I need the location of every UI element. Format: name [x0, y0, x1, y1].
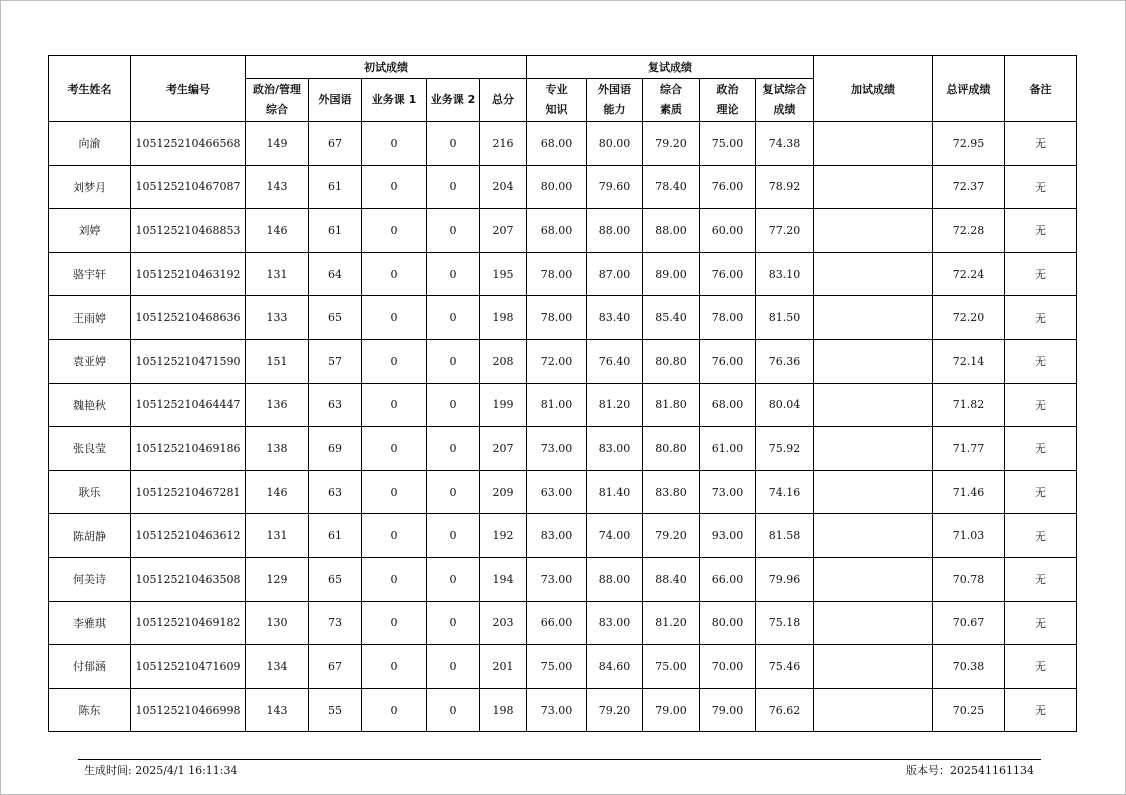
cell-final: 70.78 [933, 557, 1005, 601]
table-row [49, 339, 1077, 383]
cell-id: 105125210466568 [131, 122, 246, 166]
cell-name: 陈东 [49, 688, 131, 732]
cell-final: 71.46 [933, 470, 1005, 514]
table-row [49, 383, 1077, 427]
cell-retest: 76.62 [756, 688, 814, 732]
cell-name: 魏艳秋 [49, 383, 131, 427]
table-row [49, 122, 1077, 166]
cell-lang: 61 [309, 165, 362, 209]
cell-c2: 0 [427, 470, 480, 514]
header-retest-total: 复试综合 成绩 [756, 79, 814, 122]
cell-politics: 134 [246, 645, 309, 689]
cell-remark: 无 [1005, 122, 1077, 166]
cell-id: 105125210471609 [131, 645, 246, 689]
cell-retest: 77.20 [756, 209, 814, 253]
cell-pol-theory: 76.00 [700, 165, 756, 209]
cell-c1: 0 [362, 427, 427, 471]
cell-quality: 83.80 [643, 470, 700, 514]
cell-pol-theory: 61.00 [700, 427, 756, 471]
cell-total: 194 [480, 557, 527, 601]
table-row [49, 645, 1077, 689]
cell-lang-ability: 76.40 [587, 339, 643, 383]
cell-bonus [814, 339, 933, 383]
cell-quality: 78.40 [643, 165, 700, 209]
cell-c2: 0 [427, 209, 480, 253]
cell-quality: 79.20 [643, 122, 700, 166]
cell-bonus [814, 514, 933, 558]
cell-total: 216 [480, 122, 527, 166]
cell-final: 72.37 [933, 165, 1005, 209]
cell-lang: 67 [309, 645, 362, 689]
header-prof: 专业 知识 [527, 79, 587, 122]
cell-total: 201 [480, 645, 527, 689]
cell-pol-theory: 78.00 [700, 296, 756, 340]
cell-lang-ability: 80.00 [587, 122, 643, 166]
cell-quality: 89.00 [643, 252, 700, 296]
table-row [49, 165, 1077, 209]
cell-politics: 130 [246, 601, 309, 645]
cell-final: 70.25 [933, 688, 1005, 732]
cell-c2: 0 [427, 514, 480, 558]
cell-lang: 65 [309, 296, 362, 340]
cell-lang: 63 [309, 470, 362, 514]
cell-remark: 无 [1005, 296, 1077, 340]
cell-quality: 88.00 [643, 209, 700, 253]
cell-retest: 75.46 [756, 645, 814, 689]
header-name: 考生姓名 [49, 56, 131, 122]
cell-remark: 无 [1005, 339, 1077, 383]
header-retest-group: 复试成绩 [527, 56, 814, 79]
cell-lang-ability: 83.40 [587, 296, 643, 340]
cell-c2: 0 [427, 165, 480, 209]
table-row [49, 470, 1077, 514]
cell-politics: 129 [246, 557, 309, 601]
cell-c2: 0 [427, 122, 480, 166]
cell-prof: 75.00 [527, 645, 587, 689]
cell-final: 71.03 [933, 514, 1005, 558]
header-initial-group: 初试成绩 [246, 56, 527, 79]
cell-remark: 无 [1005, 601, 1077, 645]
cell-pol-theory: 93.00 [700, 514, 756, 558]
header-quality: 综合 素质 [643, 79, 700, 122]
cell-politics: 133 [246, 296, 309, 340]
cell-politics: 151 [246, 339, 309, 383]
cell-lang: 61 [309, 514, 362, 558]
cell-retest: 76.36 [756, 339, 814, 383]
cell-retest: 79.96 [756, 557, 814, 601]
cell-name: 王雨婷 [49, 296, 131, 340]
cell-c2: 0 [427, 383, 480, 427]
cell-name: 袁亚婷 [49, 339, 131, 383]
cell-c1: 0 [362, 557, 427, 601]
header-foreign-lang: 外国语 [309, 79, 362, 122]
cell-prof: 66.00 [527, 601, 587, 645]
generated-time: 生成时间: 2025/4/1 16:11:34 [84, 764, 238, 777]
cell-total: 208 [480, 339, 527, 383]
cell-total: 203 [480, 601, 527, 645]
cell-remark: 无 [1005, 427, 1077, 471]
cell-id: 105125210469182 [131, 601, 246, 645]
cell-lang-ability: 79.60 [587, 165, 643, 209]
cell-lang-ability: 83.00 [587, 427, 643, 471]
version-number: 版本号：202541161134 [906, 764, 1034, 777]
cell-remark: 无 [1005, 383, 1077, 427]
table-row [49, 252, 1077, 296]
cell-total: 198 [480, 296, 527, 340]
cell-name: 何美诗 [49, 557, 131, 601]
cell-lang: 61 [309, 209, 362, 253]
table-row [49, 296, 1077, 340]
cell-lang: 57 [309, 339, 362, 383]
cell-bonus [814, 470, 933, 514]
cell-prof: 73.00 [527, 688, 587, 732]
cell-prof: 68.00 [527, 122, 587, 166]
header-course2: 业务课 2 [427, 79, 480, 122]
cell-politics: 143 [246, 165, 309, 209]
cell-final: 71.77 [933, 427, 1005, 471]
cell-name: 骆宇轩 [49, 252, 131, 296]
cell-prof: 73.00 [527, 557, 587, 601]
cell-name: 刘梦月 [49, 165, 131, 209]
cell-name: 李雅琪 [49, 601, 131, 645]
cell-prof: 78.00 [527, 252, 587, 296]
cell-quality: 80.80 [643, 339, 700, 383]
cell-final: 72.28 [933, 209, 1005, 253]
header-politics-theory: 政治 理论 [700, 79, 756, 122]
cell-c1: 0 [362, 165, 427, 209]
cell-bonus [814, 601, 933, 645]
cell-name: 刘婷 [49, 209, 131, 253]
cell-c1: 0 [362, 645, 427, 689]
header-politics: 政治/管理 综合 [246, 79, 309, 122]
cell-politics: 149 [246, 122, 309, 166]
cell-remark: 无 [1005, 252, 1077, 296]
cell-total: 195 [480, 252, 527, 296]
cell-retest: 75.18 [756, 601, 814, 645]
cell-bonus [814, 165, 933, 209]
cell-prof: 73.00 [527, 427, 587, 471]
cell-prof: 68.00 [527, 209, 587, 253]
cell-pol-theory: 66.00 [700, 557, 756, 601]
cell-name: 耿乐 [49, 470, 131, 514]
cell-politics: 136 [246, 383, 309, 427]
cell-final: 72.20 [933, 296, 1005, 340]
cell-prof: 63.00 [527, 470, 587, 514]
cell-retest: 80.04 [756, 383, 814, 427]
cell-c1: 0 [362, 339, 427, 383]
cell-id: 105125210468636 [131, 296, 246, 340]
header-bonus: 加试成绩 [814, 56, 933, 122]
cell-c1: 0 [362, 383, 427, 427]
cell-retest: 83.10 [756, 252, 814, 296]
cell-final: 71.82 [933, 383, 1005, 427]
cell-politics: 138 [246, 427, 309, 471]
cell-politics: 146 [246, 470, 309, 514]
cell-bonus [814, 122, 933, 166]
cell-remark: 无 [1005, 165, 1077, 209]
table-row [49, 688, 1077, 732]
cell-pol-theory: 79.00 [700, 688, 756, 732]
cell-lang-ability: 83.00 [587, 601, 643, 645]
cell-id: 105125210469186 [131, 427, 246, 471]
cell-pol-theory: 70.00 [700, 645, 756, 689]
cell-quality: 88.40 [643, 557, 700, 601]
table-row [49, 601, 1077, 645]
cell-c1: 0 [362, 209, 427, 253]
cell-retest: 81.50 [756, 296, 814, 340]
cell-quality: 80.80 [643, 427, 700, 471]
cell-id: 105125210468853 [131, 209, 246, 253]
cell-remark: 无 [1005, 209, 1077, 253]
cell-c2: 0 [427, 601, 480, 645]
cell-lang: 65 [309, 557, 362, 601]
cell-name: 付郁涵 [49, 645, 131, 689]
cell-c1: 0 [362, 601, 427, 645]
header-row-group [49, 56, 1077, 79]
header-id: 考生编号 [131, 56, 246, 122]
table-body [49, 122, 1077, 732]
cell-total: 199 [480, 383, 527, 427]
cell-bonus [814, 209, 933, 253]
cell-final: 72.14 [933, 339, 1005, 383]
cell-prof: 78.00 [527, 296, 587, 340]
cell-bonus [814, 296, 933, 340]
cell-quality: 75.00 [643, 645, 700, 689]
cell-c2: 0 [427, 252, 480, 296]
cell-lang-ability: 88.00 [587, 557, 643, 601]
cell-remark: 无 [1005, 688, 1077, 732]
cell-lang-ability: 79.20 [587, 688, 643, 732]
cell-lang: 73 [309, 601, 362, 645]
header-remark: 备注 [1005, 56, 1077, 122]
cell-retest: 75.92 [756, 427, 814, 471]
cell-c1: 0 [362, 296, 427, 340]
header-final: 总评成绩 [933, 56, 1005, 122]
cell-c2: 0 [427, 557, 480, 601]
cell-pol-theory: 76.00 [700, 252, 756, 296]
cell-id: 105125210471590 [131, 339, 246, 383]
cell-c1: 0 [362, 514, 427, 558]
table-row [49, 427, 1077, 471]
cell-retest: 74.38 [756, 122, 814, 166]
cell-name: 张良莹 [49, 427, 131, 471]
cell-pol-theory: 68.00 [700, 383, 756, 427]
cell-quality: 79.20 [643, 514, 700, 558]
score-table [48, 55, 1077, 732]
cell-total: 207 [480, 209, 527, 253]
cell-id: 105125210464447 [131, 383, 246, 427]
cell-c1: 0 [362, 688, 427, 732]
cell-prof: 83.00 [527, 514, 587, 558]
header-course1: 业务课 1 [362, 79, 427, 122]
cell-remark: 无 [1005, 645, 1077, 689]
cell-id: 105125210463192 [131, 252, 246, 296]
cell-name: 向渝 [49, 122, 131, 166]
footer-divider [78, 759, 1041, 760]
cell-bonus [814, 645, 933, 689]
cell-c1: 0 [362, 252, 427, 296]
table-row [49, 514, 1077, 558]
cell-retest: 74.16 [756, 470, 814, 514]
cell-lang: 63 [309, 383, 362, 427]
cell-final: 72.24 [933, 252, 1005, 296]
table-row [49, 209, 1077, 253]
cell-lang-ability: 81.40 [587, 470, 643, 514]
cell-pol-theory: 60.00 [700, 209, 756, 253]
cell-lang-ability: 81.20 [587, 383, 643, 427]
cell-id: 105125210467087 [131, 165, 246, 209]
header-total: 总分 [480, 79, 527, 122]
cell-id: 105125210467281 [131, 470, 246, 514]
cell-final: 70.67 [933, 601, 1005, 645]
cell-prof: 80.00 [527, 165, 587, 209]
cell-total: 207 [480, 427, 527, 471]
cell-lang-ability: 87.00 [587, 252, 643, 296]
cell-id: 105125210463508 [131, 557, 246, 601]
cell-bonus [814, 252, 933, 296]
cell-final: 70.38 [933, 645, 1005, 689]
cell-lang-ability: 84.60 [587, 645, 643, 689]
cell-retest: 78.92 [756, 165, 814, 209]
cell-id: 105125210463612 [131, 514, 246, 558]
cell-lang: 55 [309, 688, 362, 732]
cell-quality: 79.00 [643, 688, 700, 732]
cell-total: 192 [480, 514, 527, 558]
cell-prof: 81.00 [527, 383, 587, 427]
cell-bonus [814, 688, 933, 732]
cell-lang: 64 [309, 252, 362, 296]
cell-bonus [814, 427, 933, 471]
cell-id: 105125210466998 [131, 688, 246, 732]
cell-c2: 0 [427, 339, 480, 383]
cell-lang: 67 [309, 122, 362, 166]
cell-politics: 146 [246, 209, 309, 253]
cell-remark: 无 [1005, 470, 1077, 514]
cell-retest: 81.58 [756, 514, 814, 558]
cell-politics: 131 [246, 252, 309, 296]
cell-prof: 72.00 [527, 339, 587, 383]
cell-pol-theory: 80.00 [700, 601, 756, 645]
cell-c2: 0 [427, 296, 480, 340]
cell-lang-ability: 88.00 [587, 209, 643, 253]
cell-final: 72.95 [933, 122, 1005, 166]
cell-lang: 69 [309, 427, 362, 471]
cell-name: 陈胡静 [49, 514, 131, 558]
cell-pol-theory: 76.00 [700, 339, 756, 383]
cell-pol-theory: 75.00 [700, 122, 756, 166]
cell-lang-ability: 74.00 [587, 514, 643, 558]
cell-quality: 81.80 [643, 383, 700, 427]
cell-c1: 0 [362, 122, 427, 166]
cell-pol-theory: 73.00 [700, 470, 756, 514]
cell-total: 198 [480, 688, 527, 732]
header-lang-ability: 外国语 能力 [587, 79, 643, 122]
table-row [49, 557, 1077, 601]
cell-quality: 81.20 [643, 601, 700, 645]
cell-c2: 0 [427, 645, 480, 689]
cell-remark: 无 [1005, 557, 1077, 601]
cell-c2: 0 [427, 688, 480, 732]
cell-bonus [814, 557, 933, 601]
cell-remark: 无 [1005, 514, 1077, 558]
cell-total: 204 [480, 165, 527, 209]
cell-quality: 85.40 [643, 296, 700, 340]
cell-total: 209 [480, 470, 527, 514]
cell-politics: 131 [246, 514, 309, 558]
cell-c1: 0 [362, 470, 427, 514]
cell-bonus [814, 383, 933, 427]
cell-c2: 0 [427, 427, 480, 471]
cell-politics: 143 [246, 688, 309, 732]
